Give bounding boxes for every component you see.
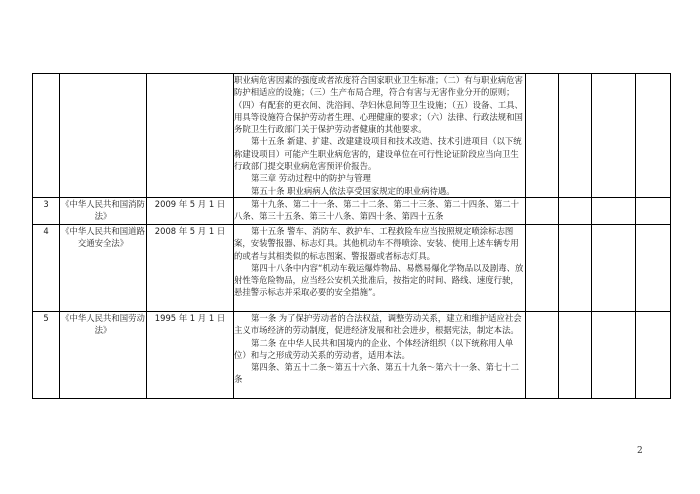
row-number: 3: [33, 197, 60, 224]
table-row: [33, 311, 671, 398]
empty-cell: [526, 197, 559, 224]
row-number: 4: [33, 224, 60, 311]
page-number: 2: [637, 446, 643, 456]
provision-paragraph: 第十五条 新建、扩建、改建建设项目和技术改造、技术引进项目（以下统称建设项目）可能产生职业病危害的，建设单位在可行性论证阶段应当向卫生行政部门提交职业病危害预评价报告。: [234, 136, 522, 172]
empty-cell: [592, 311, 636, 398]
empty-cell: [526, 74, 559, 198]
law-provisions: [234, 74, 526, 198]
law-provisions: [234, 311, 526, 398]
empty-cell: [526, 311, 559, 398]
empty-cell: [592, 197, 636, 224]
provision-paragraph: 第十五条 警车、消防车、救护车、工程救险车应当按照规定喷涂标志图案，安装警报器、标志灯具。其他机动车不得喷涂、安装、使用上述车辆专用的或者与其相类似的标志图案、警报器或者标志灯具。: [234, 225, 519, 261]
law-name: [60, 74, 147, 198]
law-name: 《中华人民共和国劳动法》: [60, 311, 147, 398]
empty-cell: [559, 311, 592, 398]
table-row: [33, 74, 671, 198]
row-number: 5: [33, 311, 60, 398]
row-number: [33, 74, 60, 198]
table-row: [33, 224, 671, 311]
provision-paragraph: 第四条、第五十二条～第五十六条、第五十九条～第六十一条、第七十二条: [234, 362, 519, 385]
empty-cell: [636, 311, 671, 398]
provision-paragraph: 职业病危害因素的强度或者浓度符合国家职业卫生标准；（二）有与职业病危害防护相适应的设施；（三）生产布局合理，符合有害与无害作业分开的原则；（四）有配套的更衣间、洗浴间、孕妇休息间等卫生设施；（五）设备、工具、用具等设施符合保护劳动者生理、心理健康的要求；（六）法律、行政法规和国务院卫生行政部门关于保护劳动者健康的其他要求。: [234, 75, 523, 135]
provision-paragraph: 第二条 在中华人民共和国境内的企业、个体经济组织（以下统称用人单位）和与之形成劳动关系的劳动者，适用本法。: [234, 337, 514, 360]
effective-date: [147, 74, 234, 198]
regulations-table: [32, 73, 671, 399]
effective-date: 2008 年 5 月 1 日: [147, 224, 234, 311]
provision-paragraph: 第一条 为了保护劳动者的合法权益，调整劳动关系，建立和维护适应社会主义市场经济的劳动制度，促进经济发展和社会进步，根据宪法，制定本法。: [234, 312, 522, 336]
effective-date: 2009 年 5 月 1 日: [147, 197, 234, 224]
empty-cell: [592, 74, 636, 198]
provision-paragraph: 第五十条 职业病病人依法享受国家规定的职业病待遇。: [251, 185, 455, 196]
empty-cell: [636, 197, 671, 224]
empty-cell: [636, 224, 671, 311]
empty-cell: [559, 224, 592, 311]
provision-paragraph: 第四十八条中内容“机动车载运爆炸物品、易燃易爆化学物品以及剧毒、放射性等危险物品，应当经公安机关批准后，按指定的时间、路线、速度行驶，悬挂警示标志并采取必要的安全措施”。: [234, 262, 524, 298]
law-provisions: [234, 197, 526, 224]
law-provisions: [234, 224, 526, 311]
provision-paragraph: 第十九条、第二十一条、第二十二条、第二十三条、第二十四条、第二十八条、第三十五条、第三十八条、第四十条、第四十五条: [234, 198, 519, 222]
empty-cell: [559, 197, 592, 224]
law-name: 《中华人民共和国消防法》: [60, 197, 147, 224]
empty-cell: [636, 74, 671, 198]
law-name: 《中华人民共和国道路交通安全法》: [60, 224, 147, 311]
chapter-heading: 第三章 劳动过程中的防护与管理: [251, 173, 371, 184]
table-row: [33, 197, 671, 224]
empty-cell: [559, 74, 592, 198]
effective-date: 1995 年 1 月 1 日: [147, 311, 234, 398]
empty-cell: [592, 224, 636, 311]
empty-cell: [526, 224, 559, 311]
